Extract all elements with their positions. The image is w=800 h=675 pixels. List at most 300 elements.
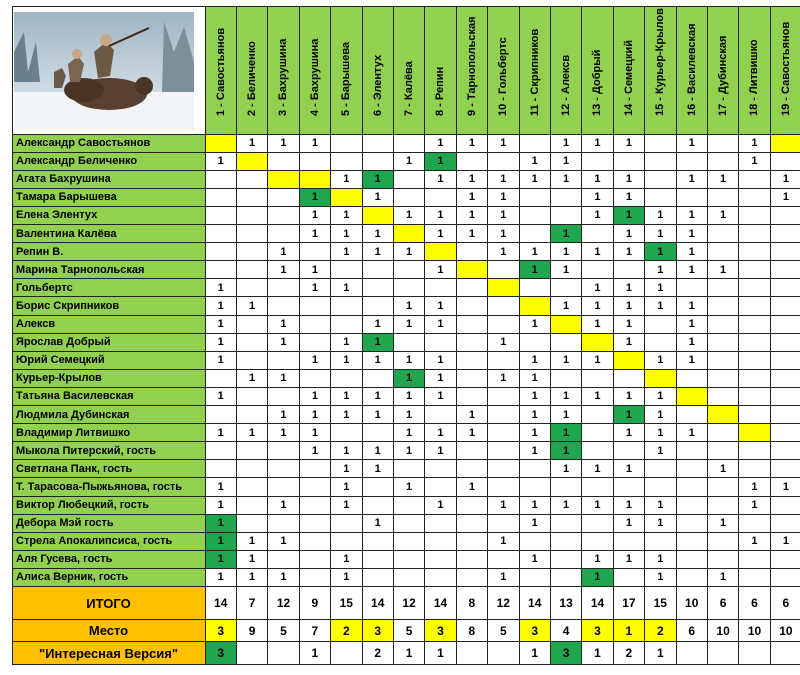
score-cell bbox=[299, 243, 330, 261]
score-cell bbox=[268, 188, 299, 206]
score-cell bbox=[707, 532, 738, 550]
score-cell bbox=[645, 478, 676, 496]
version-cell bbox=[707, 642, 738, 665]
total-cell: 14 bbox=[214, 596, 228, 610]
version-cell: 2 bbox=[625, 646, 633, 660]
score-cell: 1 bbox=[217, 354, 224, 367]
score-cell bbox=[393, 514, 424, 532]
score-cell bbox=[550, 315, 581, 333]
score-cell bbox=[456, 387, 487, 405]
score-cell: 1 bbox=[625, 426, 632, 439]
score-cell: 1 bbox=[406, 155, 413, 168]
score-cell: 1 bbox=[468, 227, 475, 240]
score-cell bbox=[770, 315, 800, 333]
score-cell: 1 bbox=[374, 227, 381, 240]
score-cell bbox=[739, 369, 770, 387]
total-cell: 6 bbox=[782, 596, 790, 610]
score-cell: 1 bbox=[280, 137, 287, 150]
score-cell: 1 bbox=[249, 571, 256, 584]
column-header-label: 8 - Репин bbox=[434, 66, 447, 116]
score-cell bbox=[550, 514, 581, 532]
header-painting bbox=[14, 12, 194, 130]
score-cell: 1 bbox=[594, 173, 601, 186]
score-cell: 1 bbox=[249, 372, 256, 385]
score-cell bbox=[331, 297, 362, 315]
score-cell: 1 bbox=[217, 318, 224, 331]
score-cell: 1 bbox=[217, 281, 224, 294]
score-cell bbox=[645, 188, 676, 206]
grid-line bbox=[12, 387, 800, 388]
score-cell bbox=[488, 351, 519, 369]
score-cell bbox=[205, 243, 236, 261]
score-cell: 1 bbox=[311, 354, 318, 367]
score-cell: 1 bbox=[531, 354, 538, 367]
total-label: ИТОГО bbox=[12, 587, 205, 620]
score-cell: 1 bbox=[374, 444, 381, 457]
row-name: Гольбертс bbox=[12, 279, 205, 297]
score-cell bbox=[519, 134, 550, 152]
score-cell bbox=[299, 297, 330, 315]
score-cell bbox=[205, 134, 236, 152]
score-cell bbox=[425, 243, 456, 261]
score-cell bbox=[393, 568, 424, 586]
score-cell bbox=[550, 188, 581, 206]
score-cell: 1 bbox=[437, 318, 444, 331]
grid-line bbox=[12, 550, 800, 551]
score-cell bbox=[707, 478, 738, 496]
score-cell bbox=[739, 550, 770, 568]
score-cell: 1 bbox=[437, 426, 444, 439]
score-cell: 1 bbox=[249, 553, 256, 566]
score-cell bbox=[613, 369, 644, 387]
score-cell: 1 bbox=[343, 571, 350, 584]
score-cell bbox=[268, 478, 299, 496]
row-name: Алексв bbox=[12, 315, 205, 333]
score-cell: 1 bbox=[500, 245, 507, 258]
row-name: Борис Скрипников bbox=[12, 297, 205, 315]
score-cell: 1 bbox=[563, 408, 570, 421]
column-header bbox=[582, 6, 613, 134]
total-cell: 7 bbox=[248, 596, 256, 610]
grid-line bbox=[12, 333, 800, 334]
score-cell: 1 bbox=[280, 372, 287, 385]
row-name: Дебора Мэй гость bbox=[12, 514, 205, 532]
score-cell: 1 bbox=[594, 354, 601, 367]
score-cell bbox=[425, 279, 456, 297]
column-header-label: 14 - Семецкий bbox=[622, 40, 635, 116]
score-cell bbox=[645, 315, 676, 333]
score-cell: 1 bbox=[625, 191, 632, 204]
score-cell: 1 bbox=[688, 137, 695, 150]
score-cell: 1 bbox=[311, 137, 318, 150]
score-cell bbox=[488, 514, 519, 532]
score-cell: 1 bbox=[657, 299, 664, 312]
score-cell bbox=[739, 279, 770, 297]
score-cell: 1 bbox=[657, 390, 664, 403]
score-cell bbox=[393, 170, 424, 188]
score-cell: 1 bbox=[657, 263, 664, 276]
place-cell: 5 bbox=[280, 623, 287, 638]
score-cell bbox=[582, 406, 613, 424]
score-cell bbox=[519, 568, 550, 586]
score-cell bbox=[707, 351, 738, 369]
grid-line bbox=[12, 423, 800, 424]
score-cell: 1 bbox=[531, 318, 538, 331]
score-cell: 1 bbox=[531, 553, 538, 566]
score-cell: 1 bbox=[688, 299, 695, 312]
score-cell bbox=[236, 243, 267, 261]
score-cell: 1 bbox=[531, 517, 538, 530]
score-cell bbox=[739, 243, 770, 261]
score-cell bbox=[425, 333, 456, 351]
score-cell: 1 bbox=[550, 442, 581, 460]
score-cell: 1 bbox=[531, 444, 538, 457]
column-header-label: 9 - Тарнопольская bbox=[465, 16, 478, 116]
score-cell bbox=[519, 532, 550, 550]
version-cell bbox=[236, 642, 267, 665]
score-cell bbox=[582, 225, 613, 243]
grid-line bbox=[12, 152, 800, 153]
total-cell: 13 bbox=[559, 596, 573, 610]
score-cell: 1 bbox=[437, 173, 444, 186]
column-header-label: 10 - Гольбертс bbox=[497, 37, 510, 116]
total-cell: 14 bbox=[528, 596, 542, 610]
score-cell: 1 bbox=[437, 137, 444, 150]
row-name: Валентина Калёва bbox=[12, 225, 205, 243]
score-cell bbox=[488, 152, 519, 170]
column-header bbox=[362, 6, 393, 134]
score-cell bbox=[488, 550, 519, 568]
score-cell: 1 bbox=[782, 535, 789, 548]
score-cell: 1 bbox=[468, 191, 475, 204]
column-header-label: 6 - Элентух bbox=[371, 54, 384, 116]
score-cell: 1 bbox=[563, 155, 570, 168]
score-cell: 1 bbox=[468, 426, 475, 439]
score-cell: 1 bbox=[688, 263, 695, 276]
score-cell bbox=[707, 406, 738, 424]
score-cell: 1 bbox=[217, 336, 224, 349]
score-cell: 1 bbox=[374, 245, 381, 258]
score-cell: 1 bbox=[625, 462, 632, 475]
score-cell bbox=[770, 206, 800, 224]
score-cell: 1 bbox=[531, 155, 538, 168]
grid-line bbox=[12, 568, 800, 569]
score-cell: 1 bbox=[343, 336, 350, 349]
score-cell bbox=[739, 206, 770, 224]
score-cell bbox=[707, 297, 738, 315]
row-name: Людмила Дубинская bbox=[12, 406, 205, 424]
score-cell: 1 bbox=[249, 137, 256, 150]
grid-line bbox=[12, 296, 800, 297]
total-cell: 14 bbox=[590, 596, 605, 610]
score-cell bbox=[362, 152, 393, 170]
score-cell bbox=[331, 134, 362, 152]
grid-line bbox=[12, 6, 800, 7]
score-cell bbox=[393, 134, 424, 152]
row-name: Татьяна Василевская bbox=[12, 387, 205, 405]
total-cell: 9 bbox=[311, 596, 319, 610]
score-cell bbox=[236, 406, 267, 424]
score-cell bbox=[456, 152, 487, 170]
score-cell: 1 bbox=[582, 568, 613, 586]
row-name: Елена Элентух bbox=[12, 206, 205, 224]
score-cell: 1 bbox=[500, 535, 507, 548]
grid-line bbox=[676, 6, 677, 665]
version-cell bbox=[676, 642, 707, 665]
score-cell bbox=[550, 206, 581, 224]
score-cell: 1 bbox=[657, 499, 664, 512]
score-cell bbox=[770, 333, 800, 351]
column-header bbox=[488, 6, 519, 134]
grid-line bbox=[12, 351, 800, 352]
score-cell: 1 bbox=[625, 227, 632, 240]
score-cell bbox=[268, 514, 299, 532]
row-name: Марина Тарнопольская bbox=[12, 261, 205, 279]
score-cell bbox=[425, 478, 456, 496]
score-cell bbox=[488, 315, 519, 333]
score-cell bbox=[488, 261, 519, 279]
score-cell bbox=[205, 442, 236, 460]
score-cell bbox=[236, 496, 267, 514]
column-header bbox=[393, 6, 424, 134]
score-cell: 1 bbox=[437, 390, 444, 403]
score-cell bbox=[393, 496, 424, 514]
score-cell bbox=[770, 568, 800, 586]
score-cell: 1 bbox=[406, 444, 413, 457]
score-cell: 1 bbox=[280, 571, 287, 584]
score-cell: 1 bbox=[217, 426, 224, 439]
grid-line bbox=[12, 260, 800, 261]
score-cell bbox=[236, 387, 267, 405]
score-cell bbox=[676, 387, 707, 405]
score-cell: 1 bbox=[205, 514, 236, 532]
score-cell bbox=[739, 297, 770, 315]
grid-line bbox=[12, 459, 800, 460]
place-cell: 2 bbox=[331, 620, 362, 642]
score-cell bbox=[770, 243, 800, 261]
score-cell bbox=[582, 478, 613, 496]
score-cell bbox=[393, 550, 424, 568]
column-header bbox=[739, 6, 770, 134]
score-cell: 1 bbox=[563, 245, 570, 258]
score-cell: 1 bbox=[343, 444, 350, 457]
score-cell: 1 bbox=[468, 408, 475, 421]
score-cell: 1 bbox=[625, 390, 632, 403]
score-cell bbox=[456, 261, 487, 279]
grid-line bbox=[12, 188, 800, 189]
score-cell: 1 bbox=[657, 227, 664, 240]
column-header-label: 4 - Бахрушина bbox=[308, 38, 321, 116]
score-cell: 1 bbox=[437, 372, 444, 385]
score-cell bbox=[550, 532, 581, 550]
row-name: Юрий Семецкий bbox=[12, 351, 205, 369]
place-cell: 3 bbox=[519, 620, 550, 642]
score-cell bbox=[676, 550, 707, 568]
score-cell bbox=[676, 514, 707, 532]
place-cell: 8 bbox=[468, 623, 476, 638]
row-name: Репин В. bbox=[12, 243, 205, 261]
score-cell bbox=[519, 460, 550, 478]
score-cell bbox=[236, 279, 267, 297]
row-name: Аля Гусева, гость bbox=[12, 550, 205, 568]
score-cell bbox=[770, 442, 800, 460]
score-cell bbox=[613, 442, 644, 460]
score-cell: 1 bbox=[217, 155, 224, 168]
score-cell bbox=[550, 333, 581, 351]
place-label: Место bbox=[12, 620, 205, 642]
score-cell bbox=[739, 351, 770, 369]
score-cell: 1 bbox=[594, 553, 601, 566]
score-cell bbox=[425, 532, 456, 550]
score-cell: 1 bbox=[205, 550, 236, 568]
column-header-label: 7 - Калёва bbox=[403, 61, 416, 116]
score-cell: 1 bbox=[531, 173, 538, 186]
score-cell: 1 bbox=[720, 571, 727, 584]
grid-line bbox=[12, 278, 800, 279]
score-cell: 1 bbox=[343, 173, 350, 186]
score-cell bbox=[488, 424, 519, 442]
grid-line bbox=[299, 6, 300, 665]
score-cell bbox=[425, 568, 456, 586]
score-cell: 1 bbox=[374, 408, 381, 421]
score-cell bbox=[362, 261, 393, 279]
score-cell: 1 bbox=[217, 499, 224, 512]
score-cell: 1 bbox=[343, 227, 350, 240]
score-cell: 1 bbox=[657, 426, 664, 439]
place-cell: 10 bbox=[747, 623, 762, 638]
score-cell: 1 bbox=[625, 517, 632, 530]
score-cell bbox=[236, 206, 267, 224]
grid-line bbox=[12, 477, 800, 478]
score-cell bbox=[582, 442, 613, 460]
grid-line bbox=[613, 6, 614, 665]
score-cell: 1 bbox=[406, 408, 413, 421]
score-cell bbox=[456, 550, 487, 568]
score-cell bbox=[488, 460, 519, 478]
version-cell: 1 bbox=[311, 646, 319, 660]
row-name: Ярослав Добрый bbox=[12, 333, 205, 351]
score-cell: 1 bbox=[751, 137, 758, 150]
score-cell: 1 bbox=[280, 318, 287, 331]
score-cell bbox=[236, 225, 267, 243]
score-cell bbox=[331, 152, 362, 170]
score-cell bbox=[739, 424, 770, 442]
score-cell: 1 bbox=[688, 173, 695, 186]
score-cell bbox=[676, 568, 707, 586]
score-cell bbox=[205, 406, 236, 424]
score-cell: 1 bbox=[688, 426, 695, 439]
row-name: Курьер-Крылов bbox=[12, 369, 205, 387]
score-cell: 1 bbox=[343, 209, 350, 222]
score-cell bbox=[393, 188, 424, 206]
score-cell bbox=[236, 188, 267, 206]
score-cell: 1 bbox=[550, 424, 581, 442]
score-cell: 1 bbox=[406, 245, 413, 258]
score-cell: 1 bbox=[500, 173, 507, 186]
score-cell bbox=[456, 315, 487, 333]
grid-line bbox=[456, 6, 457, 665]
score-cell bbox=[236, 514, 267, 532]
score-cell bbox=[488, 406, 519, 424]
score-cell: 1 bbox=[437, 209, 444, 222]
grid-line bbox=[12, 514, 800, 515]
row-name: Виктор Любецкий, гость bbox=[12, 496, 205, 514]
score-cell bbox=[739, 387, 770, 405]
score-cell: 1 bbox=[531, 372, 538, 385]
column-header-label: 11 - Скрипников bbox=[528, 28, 541, 116]
score-cell: 1 bbox=[720, 462, 727, 475]
score-cell bbox=[645, 460, 676, 478]
score-cell: 1 bbox=[362, 170, 393, 188]
score-cell bbox=[205, 188, 236, 206]
score-cell bbox=[739, 170, 770, 188]
score-cell: 1 bbox=[657, 281, 664, 294]
score-cell: 1 bbox=[343, 390, 350, 403]
score-cell: 1 bbox=[563, 390, 570, 403]
score-cell: 1 bbox=[393, 369, 424, 387]
score-cell: 1 bbox=[500, 372, 507, 385]
grid-line bbox=[12, 496, 800, 497]
grid-line bbox=[12, 206, 800, 207]
version-cell bbox=[456, 642, 487, 665]
score-cell bbox=[676, 478, 707, 496]
score-cell bbox=[582, 532, 613, 550]
score-cell: 1 bbox=[217, 390, 224, 403]
score-cell: 1 bbox=[311, 426, 318, 439]
total-cell: 12 bbox=[402, 596, 416, 610]
score-cell bbox=[707, 333, 738, 351]
grid-line bbox=[707, 6, 708, 665]
score-cell: 1 bbox=[343, 408, 350, 421]
score-cell bbox=[205, 369, 236, 387]
version-cell: 1 bbox=[405, 646, 413, 660]
score-cell: 1 bbox=[625, 173, 632, 186]
score-cell bbox=[205, 460, 236, 478]
score-cell bbox=[456, 568, 487, 586]
column-header bbox=[236, 6, 267, 134]
version-cell: 3 bbox=[550, 642, 581, 665]
score-cell: 1 bbox=[437, 354, 444, 367]
score-cell bbox=[519, 206, 550, 224]
place-cell: 4 bbox=[562, 623, 570, 638]
score-cell: 1 bbox=[688, 336, 695, 349]
score-cell: 1 bbox=[594, 191, 601, 204]
score-cell bbox=[425, 550, 456, 568]
score-cell: 1 bbox=[688, 354, 695, 367]
score-cell bbox=[299, 478, 330, 496]
column-header bbox=[770, 6, 800, 134]
score-cell bbox=[331, 369, 362, 387]
total-cell: 14 bbox=[371, 596, 385, 610]
score-cell bbox=[676, 460, 707, 478]
score-cell bbox=[770, 424, 800, 442]
score-cell bbox=[739, 225, 770, 243]
score-cell bbox=[613, 152, 644, 170]
score-cell bbox=[268, 297, 299, 315]
score-cell: 1 bbox=[657, 354, 664, 367]
score-cell bbox=[456, 279, 487, 297]
score-cell bbox=[236, 460, 267, 478]
grid-line bbox=[644, 6, 645, 665]
score-cell bbox=[425, 188, 456, 206]
score-cell: 1 bbox=[280, 499, 287, 512]
score-cell bbox=[582, 369, 613, 387]
score-cell: 1 bbox=[751, 499, 758, 512]
place-cell: 3 bbox=[425, 620, 456, 642]
score-cell bbox=[236, 170, 267, 188]
score-cell bbox=[268, 206, 299, 224]
score-cell: 1 bbox=[374, 390, 381, 403]
